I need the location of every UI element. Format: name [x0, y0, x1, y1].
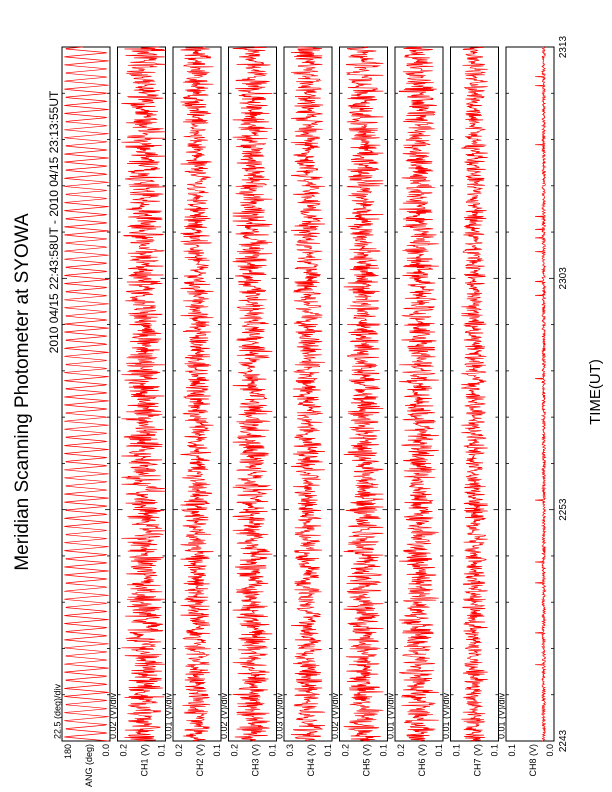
series-line-ch8	[535, 47, 545, 741]
y-tick-label: 180	[63, 744, 73, 760]
channel-label: CH1 (V)	[139, 744, 150, 777]
y-tick-label: 0.1	[434, 744, 444, 757]
x-tick-label: 2253	[558, 498, 569, 521]
channel-label: ANG (deg)	[84, 744, 94, 788]
series-line-ang	[64, 47, 108, 741]
x-tick-label: 2243	[558, 729, 569, 753]
scale-label: 0.02 (V)/div	[108, 692, 118, 739]
y-tick-label: 0.2	[396, 744, 406, 757]
channel-label: CH8 (V)	[528, 744, 538, 777]
y-tick-label: 0.1	[507, 744, 517, 757]
channel-label: CH5 (V)	[361, 744, 372, 777]
channel-label: CH7 (V)	[472, 744, 483, 777]
scale-label: 0.01 (V)/div	[385, 692, 396, 739]
y-tick-label: 0.1	[212, 744, 222, 757]
y-tick-label: 0.2	[340, 744, 351, 757]
chart-subtitle: 2010 04/15 22:43:58UT - 2010 04/15 23:13:55UT	[47, 90, 61, 354]
panel-ch7	[441, 47, 500, 777]
panel-frame	[340, 47, 388, 741]
y-tick-label: 0.2	[118, 744, 129, 757]
channel-label: CH3 (V)	[250, 744, 261, 777]
panel-ch5	[330, 47, 389, 777]
scale-label: 0.01 (V)/div	[496, 692, 507, 739]
scale-label: 0.02 (V)/div	[330, 692, 340, 739]
panel-ch3	[219, 47, 278, 777]
y-tick-label: 0.3	[285, 744, 295, 757]
y-tick-label: 0.1	[378, 744, 389, 757]
panel-frame	[506, 47, 554, 741]
x-axis	[558, 35, 569, 752]
channel-label: CH4 (V)	[306, 744, 316, 777]
y-tick-label: 0.2	[174, 744, 184, 757]
series-line-ch6	[399, 47, 439, 741]
panels-group	[53, 47, 556, 787]
y-tick-label: 0.1	[323, 744, 333, 757]
y-tick-label: 0.1	[451, 744, 462, 757]
y-tick-label: 0.1	[156, 744, 167, 757]
scale-label: 0.01 (V)/div	[163, 692, 174, 739]
panel-ch2	[164, 47, 223, 777]
series-line-ch5	[344, 47, 384, 741]
panel-frame	[62, 47, 110, 741]
x-axis-label: TIME(UT)	[587, 359, 604, 425]
x-tick-label: 2313	[558, 35, 569, 59]
scale-label: 0.03 (V)/div	[274, 692, 285, 739]
panel-ch4	[275, 47, 334, 777]
panel-ch6	[386, 47, 445, 777]
y-tick-label: 0.1	[489, 744, 500, 757]
series-line-ch1	[121, 47, 165, 741]
panel-ch8	[497, 47, 556, 777]
series-line-ch3	[233, 47, 273, 741]
scale-label: 0.02 (V)/div	[219, 692, 229, 739]
y-tick-label: 0.1	[267, 744, 278, 757]
series-line-ch7	[461, 47, 487, 741]
y-tick-label: 0.0	[101, 744, 111, 757]
panel-ang	[53, 47, 112, 787]
series-line-ch2	[181, 47, 214, 741]
series-line-ch4	[291, 47, 325, 741]
scale-label: 22.5 (deg)/div	[52, 683, 63, 739]
chart-title: Meridian Scanning Photometer at SYOWA	[12, 213, 33, 571]
channel-label: CH6 (V)	[417, 744, 427, 777]
x-tick-label: 2303	[558, 267, 569, 290]
y-tick-label: 0.2	[229, 744, 240, 757]
channel-label: CH2 (V)	[195, 744, 205, 777]
y-tick-label: 0.0	[545, 744, 555, 757]
panel-ch1	[108, 47, 167, 777]
scale-label: 0.01 (V)/div	[441, 692, 451, 739]
